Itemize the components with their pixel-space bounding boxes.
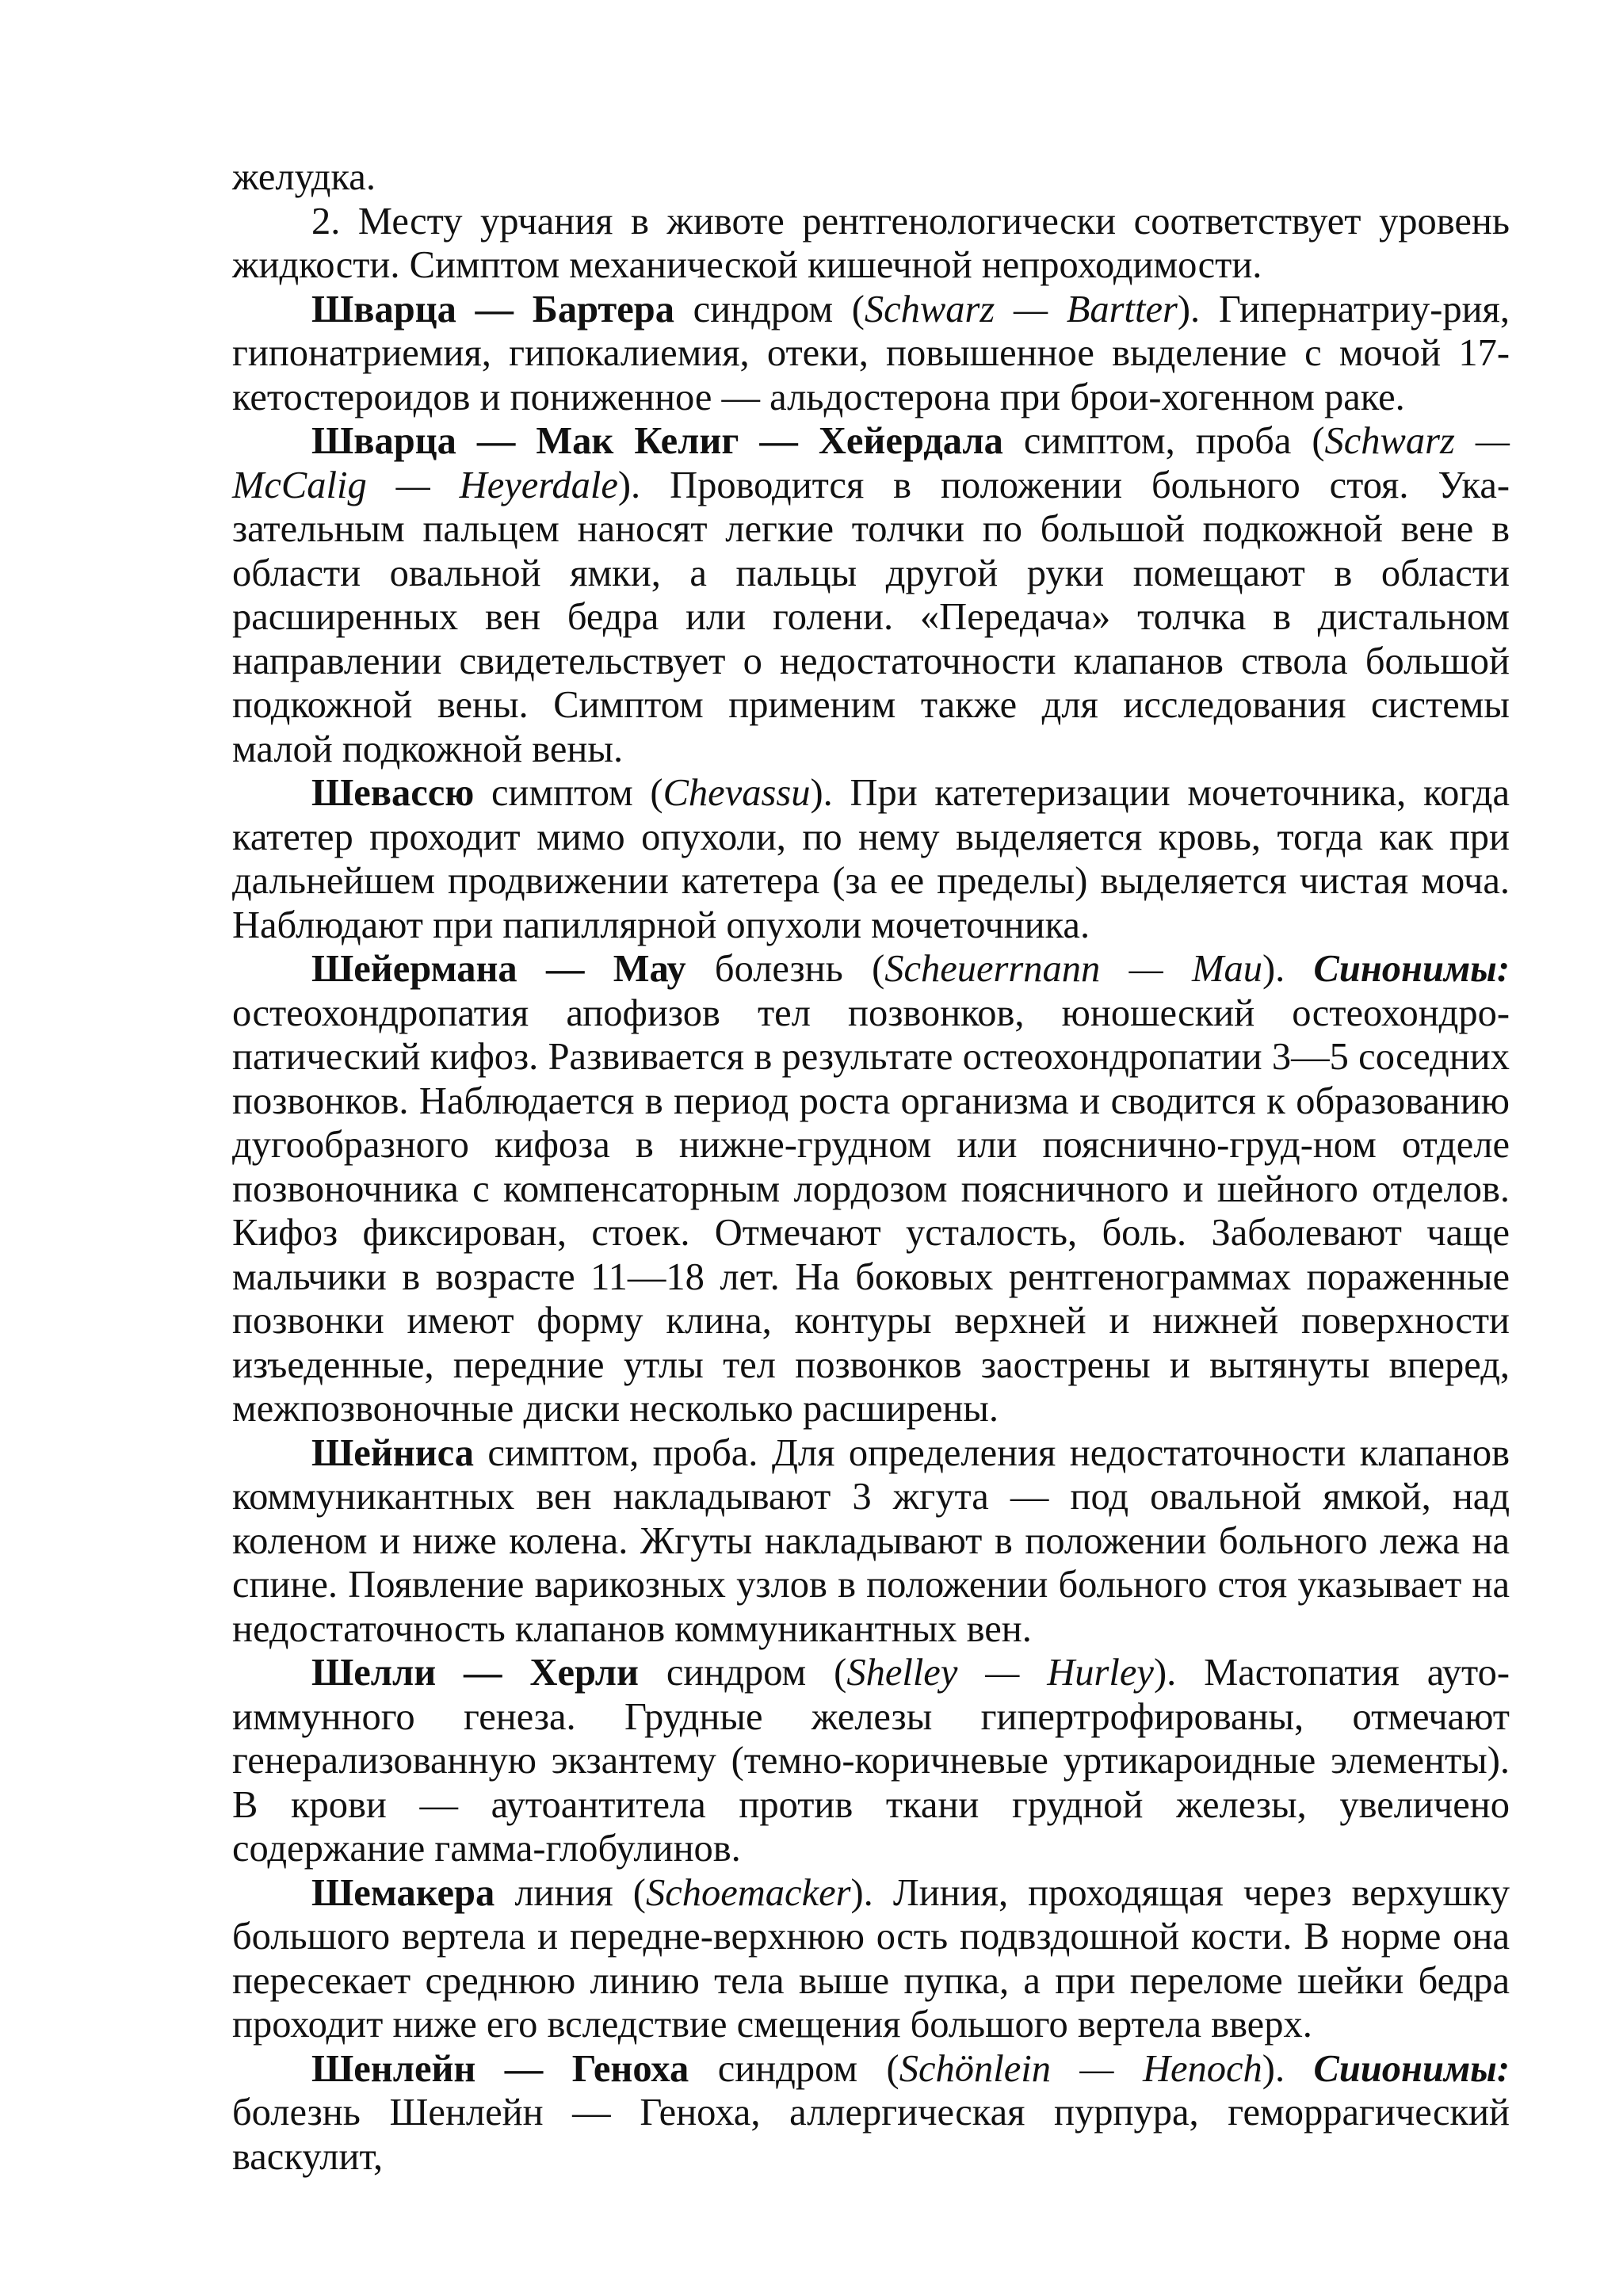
latin-term: Chevassu — [663, 772, 811, 814]
paragraph — [232, 947, 1510, 1431]
term-heading: Шейниса — [311, 1431, 474, 1474]
term-heading: Шемакера — [311, 1871, 495, 1914]
paragraph — [232, 2047, 1510, 2179]
text-run: синдром ( — [674, 288, 865, 330]
text-run: 2. Месту урчания в животе рентгенологически соответствует уровень жидкости. Симптом механической кишечной непроходимости. — [232, 200, 1510, 286]
term-heading: Шелли — Херли — [311, 1652, 639, 1694]
latin-term: Schönlein — Henoch — [899, 2047, 1262, 2090]
text-run: болезнь ( — [685, 948, 885, 990]
text-run: ). — [1262, 2047, 1314, 2090]
term-heading: Шварца — Бартера — [311, 288, 674, 330]
paragraph — [232, 1871, 1510, 2047]
text-run: синдром ( — [689, 2047, 899, 2090]
text-run: ). Мастопатия ауто-иммунного генеза. Грудные железы гипертрофированы, отмечают генерализованную экзантему (темно-коричневые уртикароидные элементы). В крови — аутоантитела против ткани грудной железы, увеличено содержание гамма-глобулинов. — [232, 1652, 1510, 1870]
text-run: симптом, проба ( — [1002, 420, 1325, 462]
term-heading: Шварца — Мак Келиг — Хейердала — [311, 420, 1003, 462]
text-run: болезнь Шенлейн — Геноха, аллергическая пурпура, геморрагический васкулит, — [232, 2092, 1510, 2178]
latin-term: Schwarz — Bartter — [864, 288, 1178, 330]
paragraph — [232, 288, 1510, 420]
text-run: ). Проводится в положении больного стоя. Ука-зательным пальцем наносят легкие толчки по большой подкожной вене в области овальной ямки, а пальцы другой руки помещают в области расширенных вен бедра или голени. «Передача» толчка в дистальном направлении свидетельствует о недостаточности клапанов ствола большой подкожной вены. Симптом применим также для исследования системы малой подкожной вены. — [232, 464, 1510, 770]
text-run: ). Линия, проходящая через верхушку большого вертела и передне-верхнюю ость подвздошной кости. В норме она пересекает среднюю линию тела выше пупка, а при переломе шейки бедра проходит ниже его вследствие смещения большого вертела вверх. — [232, 1871, 1510, 2046]
text-run: симптом, проба. Для определения недостаточности клапанов коммуникантных вен накладывают 3 жгута — под овальной ямкой, над коленом и ниже колена. Жгуты накладывают в положении больного лежа на спине. Появление варикозных узлов в положении больного стоя указывает на недостаточность клапанов коммуникантных вен. — [232, 1431, 1510, 1650]
paragraph — [232, 1651, 1510, 1871]
paragraph — [232, 419, 1510, 771]
text-run: симптом ( — [474, 772, 663, 814]
synonyms-label: Синонимы: — [1313, 948, 1510, 990]
latin-term: Schoemacker — [645, 1871, 851, 1914]
text-run: синдром ( — [638, 1652, 847, 1694]
text-run: ). При катетеризации мочеточника, когда катетер проходит мимо опухоли, по нему выделяется кровь, тогда как при дальнейшем продвижении катетера (за ее пределы) выделяется чистая моча. Наблюдают при папиллярной опухоли мочеточника. — [232, 772, 1510, 946]
latin-term: Scheuerrnann — Mau — [884, 948, 1262, 990]
latin-term: Shelley — Hurley — [846, 1652, 1154, 1694]
paragraph — [232, 155, 1510, 200]
text-run: линия ( — [495, 1871, 646, 1914]
text-run: желудка. — [232, 156, 376, 198]
latin-term: Schwarz — McCalig — Heyerdale — [232, 420, 1510, 506]
text-run: остеохондропатия апофизов тел позвонков, юношеский остеохондро-патический кифоз. Развивается в результате остеохондропатии 3—5 соседних позвонков. Наблюдается в период роста организма и сводится к образованию дугообразного кифоза в нижне-грудном или пояснично-груд-ном отделе позвоночника с компенсаторным лордозом поясничного и шейного отделов. Кифоз фиксирован, стоек. Отмечают усталость, боль. Заболевают чаще мальчики в возрасте 11—18 лет. На боковых рентгенограммах пораженные позвонки имеют форму клина, контуры верхней и нижней поверхности изъеденные, передние утлы тел позвонков заострены и вытянуты вперед, межпозвоночные диски несколько расширены. — [232, 991, 1510, 1430]
term-heading: Шенлейн — Геноха — [311, 2047, 689, 2090]
document-page — [232, 155, 1510, 2179]
term-heading: Шейермана — Мау — [311, 948, 686, 990]
text-run: ). Гипернатриу-рия, гипонатриемия, гипокалиемия, отеки, повышенное выделение с мочой 17-кетостероидов и пониженное — альдостерона при брои-хогенном раке. — [232, 288, 1510, 418]
paragraph — [232, 200, 1510, 288]
synonyms-label: Сиионимы: — [1313, 2047, 1510, 2090]
text-run: ). — [1262, 948, 1314, 990]
paragraph — [232, 1431, 1510, 1652]
paragraph — [232, 771, 1510, 947]
term-heading: Шевассю — [311, 772, 475, 814]
